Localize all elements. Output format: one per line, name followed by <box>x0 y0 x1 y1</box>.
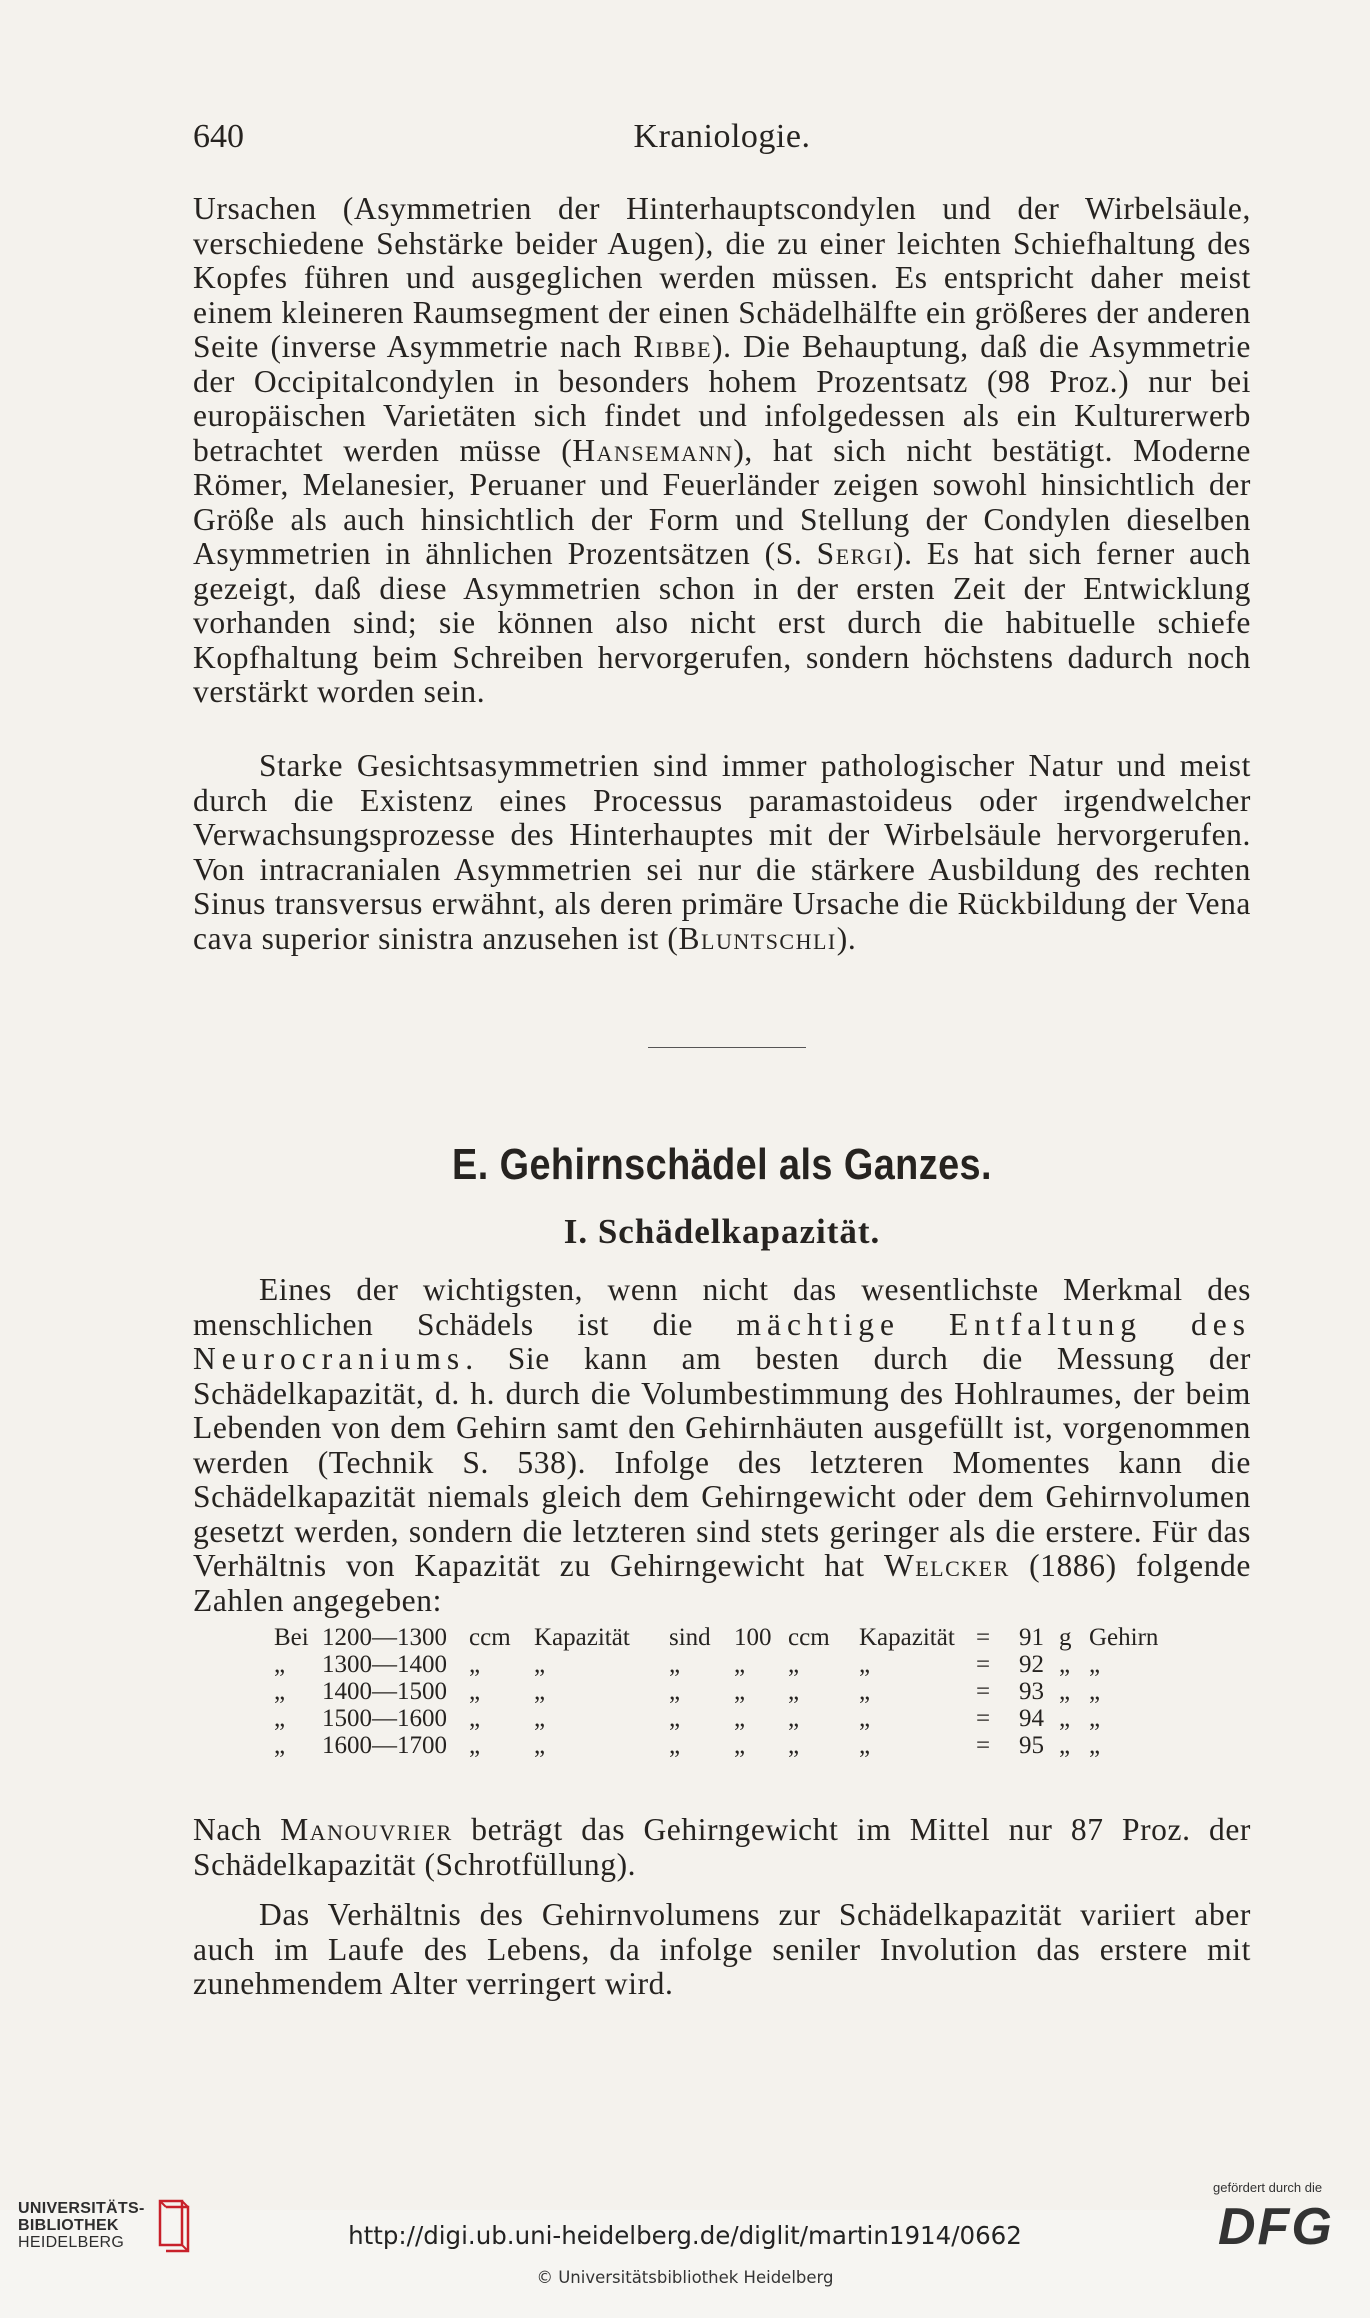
text-run: . Sie kann am besten durch die Messung der Schädelkapazität, d. h. durch die Volumbestimmung des Hohlraumes, der beim Lebenden von dem Gehirn samt den Gehirnhäuten ausgefüllt ist, vorgenommen werden (Technik S. 538). Infolge des letzteren Momentes kann die Schädelkapazität niemals gleich dem Gehirngewicht oder dem Gehirnvolumen gesetzt werden, sondern die letzteren sind stets geringer als die erstere. Für das Verhältnis von Kapazität zu Gehirngewicht hat <box>193 1341 1251 1583</box>
section-heading: E. Gehirnschädel als Ganzes. <box>452 1140 992 1189</box>
copyright-notice: © Universitätsbibliothek Heidelberg <box>536 2268 834 2287</box>
table-cell: „ <box>859 1678 871 1705</box>
table-cell: „ <box>669 1705 681 1732</box>
table-cell: 1500—1600 <box>322 1705 447 1732</box>
table-cell: „ <box>669 1732 681 1759</box>
table-cell: „ <box>788 1651 800 1678</box>
text-run: (1886) folgende Zahlen angegeben: <box>193 1548 1251 1618</box>
table-cell: „ <box>734 1705 746 1732</box>
table-cell: 1300—1400 <box>322 1651 447 1678</box>
table-cell: „ <box>534 1732 546 1759</box>
table-cell: Kapazität <box>859 1624 955 1651</box>
paragraph-text <box>193 1273 1251 1618</box>
paragraph-text: Das Verhältnis des Gehirnvolumens zur Schädelkapazität variiert aber auch im Laufe des Lebens, da infolge seniler Involution das erstere mit zunehmendem Alter verringert wird. <box>193 1897 1251 2001</box>
author-name: Sergi <box>816 536 894 571</box>
running-title: Kraniologie. <box>633 118 811 155</box>
text-run: ). Es hat sich ferner auch gezeigt, daß diese Asymmetrien schon in der ersten Zeit der Entwicklung vorhanden sind; sie können also nicht erst durch die habituelle schiefe Kopfhaltung beim Schreiben hervorgerufen, sondern höchstens dadurch noch verstärkt worden sein. <box>193 536 1251 709</box>
table-cell: Bei <box>274 1624 309 1651</box>
capacity-table <box>274 1624 1234 1759</box>
table-cell: 94 <box>1019 1705 1044 1732</box>
table-cell: „ <box>469 1705 481 1732</box>
paragraph-asymmetry-causes <box>193 192 1251 710</box>
text-run: ). <box>836 920 857 956</box>
table-cell: „ <box>1089 1732 1101 1759</box>
text-run: Eines der wichtigsten, wenn nicht das wesentlichste Merkmal des menschlichen Schädels ist die <box>193 1272 1251 1342</box>
text-run: beträgt das Gehirngewicht im Mittel nur 87 Proz. der Schädelkapazität (Schrotfüllung). <box>193 1812 1251 1882</box>
table-cell: „ <box>274 1678 286 1705</box>
emphasized-text: mächtige Entfaltung des Neurocraniums <box>193 1306 1251 1376</box>
paragraph-facial-asymmetry <box>193 749 1251 956</box>
page-header <box>193 118 1251 166</box>
table-cell: „ <box>1089 1705 1101 1732</box>
table-cell: „ <box>534 1651 546 1678</box>
author-name: Manouvrier <box>280 1812 453 1847</box>
permalink-url[interactable]: http://digi.ub.uni-heidelberg.de/diglit/martin1914/0662 <box>348 2221 1022 2250</box>
paragraph-skull-capacity <box>193 1273 1251 1618</box>
table-cell: 1400—1500 <box>322 1678 447 1705</box>
table-cell: = <box>976 1732 991 1759</box>
table-cell: 93 <box>1019 1678 1044 1705</box>
table-cell: „ <box>274 1705 286 1732</box>
table-cell: g <box>1059 1624 1072 1651</box>
table-cell: „ <box>788 1678 800 1705</box>
table-row <box>274 1651 1234 1678</box>
library-logo-icon <box>152 2195 194 2255</box>
table-row <box>274 1678 1234 1705</box>
section-divider <box>648 1047 806 1048</box>
table-cell: „ <box>859 1705 871 1732</box>
table-cell: 1200—1300 <box>322 1624 447 1651</box>
table-cell: = <box>976 1624 991 1651</box>
table-cell: „ <box>1059 1678 1071 1705</box>
table-cell: = <box>976 1651 991 1678</box>
paragraph-text <box>193 192 1251 710</box>
table-cell: Kapazität <box>534 1624 630 1651</box>
table-cell: ccm <box>788 1624 830 1651</box>
table-cell: „ <box>1059 1705 1071 1732</box>
table-cell: ccm <box>469 1624 511 1651</box>
table-cell: Gehirn <box>1089 1624 1159 1651</box>
table-cell: = <box>976 1705 991 1732</box>
funder-note: gefördert durch die <box>1213 2180 1323 2195</box>
dfg-logo: DFG <box>1218 2198 1334 2256</box>
paragraph-age-variation <box>193 1898 1251 2002</box>
subsection-heading: I. Schädelkapazität. <box>563 1212 881 1251</box>
table-cell: 91 <box>1019 1624 1044 1651</box>
text-run: ), hat sich nicht bestätigt. Moderne Römer, Melanesier, Peruaner und Feuerländer zeigen sowohl hinsichtlich der Größe als auch hinsichtlich der Form und Stellung der Condylen dieselben Asymmetrien in ähnlichen Prozentsätzen (S. <box>193 432 1251 571</box>
table-cell: „ <box>469 1732 481 1759</box>
text-run: ). Die Behauptung, daß die Asymmetrie der Occipitalcondylen in besonders hohem Prozentsatz (98 Proz.) nur bei europäischen Varietäten sich findet und infolgedessen als ein Kulturerwerb betrachtet werden müsse ( <box>193 329 1251 468</box>
table-cell: sind <box>669 1624 711 1651</box>
table-cell: „ <box>669 1651 681 1678</box>
table-cell: „ <box>274 1732 286 1759</box>
library-logo-text <box>18 2200 145 2251</box>
paragraph-text <box>193 1813 1251 1882</box>
table-cell: „ <box>534 1705 546 1732</box>
table-cell: „ <box>1089 1651 1101 1678</box>
table-row <box>274 1624 1234 1651</box>
logo-line: BIBLIOTHEK <box>18 2217 119 2234</box>
author-name: Hansemann <box>572 432 734 468</box>
table-cell: „ <box>734 1651 746 1678</box>
text-run: Ursachen (Asymmetrien der Hinterhauptscondylen und der Wirbelsäule, verschiedene Sehstärke beider Augen), die zu einer leichten Schiefhaltung des Kopfes führen und ausgeglichen werden müssen. Es entspricht daher meist einem kleineren Raumsegment der einen Schädelhälfte ein größeres der anderen Seite (inverse Asymmetrie nach <box>193 191 1251 364</box>
table-cell: „ <box>469 1651 481 1678</box>
table-cell: „ <box>669 1678 681 1705</box>
table-cell: „ <box>859 1651 871 1678</box>
table-cell: „ <box>788 1705 800 1732</box>
table-cell: „ <box>734 1732 746 1759</box>
table-cell: „ <box>859 1732 871 1759</box>
table-cell: = <box>976 1678 991 1705</box>
logo-line: HEIDELBERG <box>18 2234 125 2251</box>
table-row <box>274 1705 1234 1732</box>
table-row <box>274 1732 1234 1759</box>
author-name: Ribbe <box>633 329 713 364</box>
page-number: 640 <box>193 118 244 155</box>
table-cell: 1600—1700 <box>322 1732 447 1759</box>
table-cell: „ <box>734 1678 746 1705</box>
table-cell: „ <box>534 1678 546 1705</box>
paragraph-text <box>193 749 1251 956</box>
table-cell: 92 <box>1019 1651 1044 1678</box>
author-name: Welcker <box>883 1548 1010 1583</box>
table-cell: „ <box>1059 1651 1071 1678</box>
text-run: Starke Gesichtsasymmetrien sind immer pathologischer Natur und meist durch die Existenz eines Processus paramastoideus oder irgendwelcher Verwachsungsprozesse des Hinterhauptes mit der Wirbelsäule hervorgerufen. Von intracranialen Asymmetrien sei nur die stärkere Ausbildung des rechten Sinus transversus erwähnt, als deren primäre Ursache die Rückbildung der Vena cava superior sinistra anzusehen ist ( <box>193 748 1251 956</box>
table-cell: „ <box>1089 1678 1101 1705</box>
author-name: Bluntschli <box>678 920 837 956</box>
table-cell: „ <box>274 1651 286 1678</box>
table-cell: „ <box>1059 1732 1071 1759</box>
table-cell: „ <box>469 1678 481 1705</box>
table-cell: „ <box>788 1732 800 1759</box>
logo-line: UNIVERSITÄTS- <box>18 2200 145 2217</box>
table-cell: 95 <box>1019 1732 1044 1759</box>
text-run: Nach <box>193 1812 281 1847</box>
table-cell: 100 <box>734 1624 772 1651</box>
paragraph-manouvrier <box>193 1813 1251 1882</box>
